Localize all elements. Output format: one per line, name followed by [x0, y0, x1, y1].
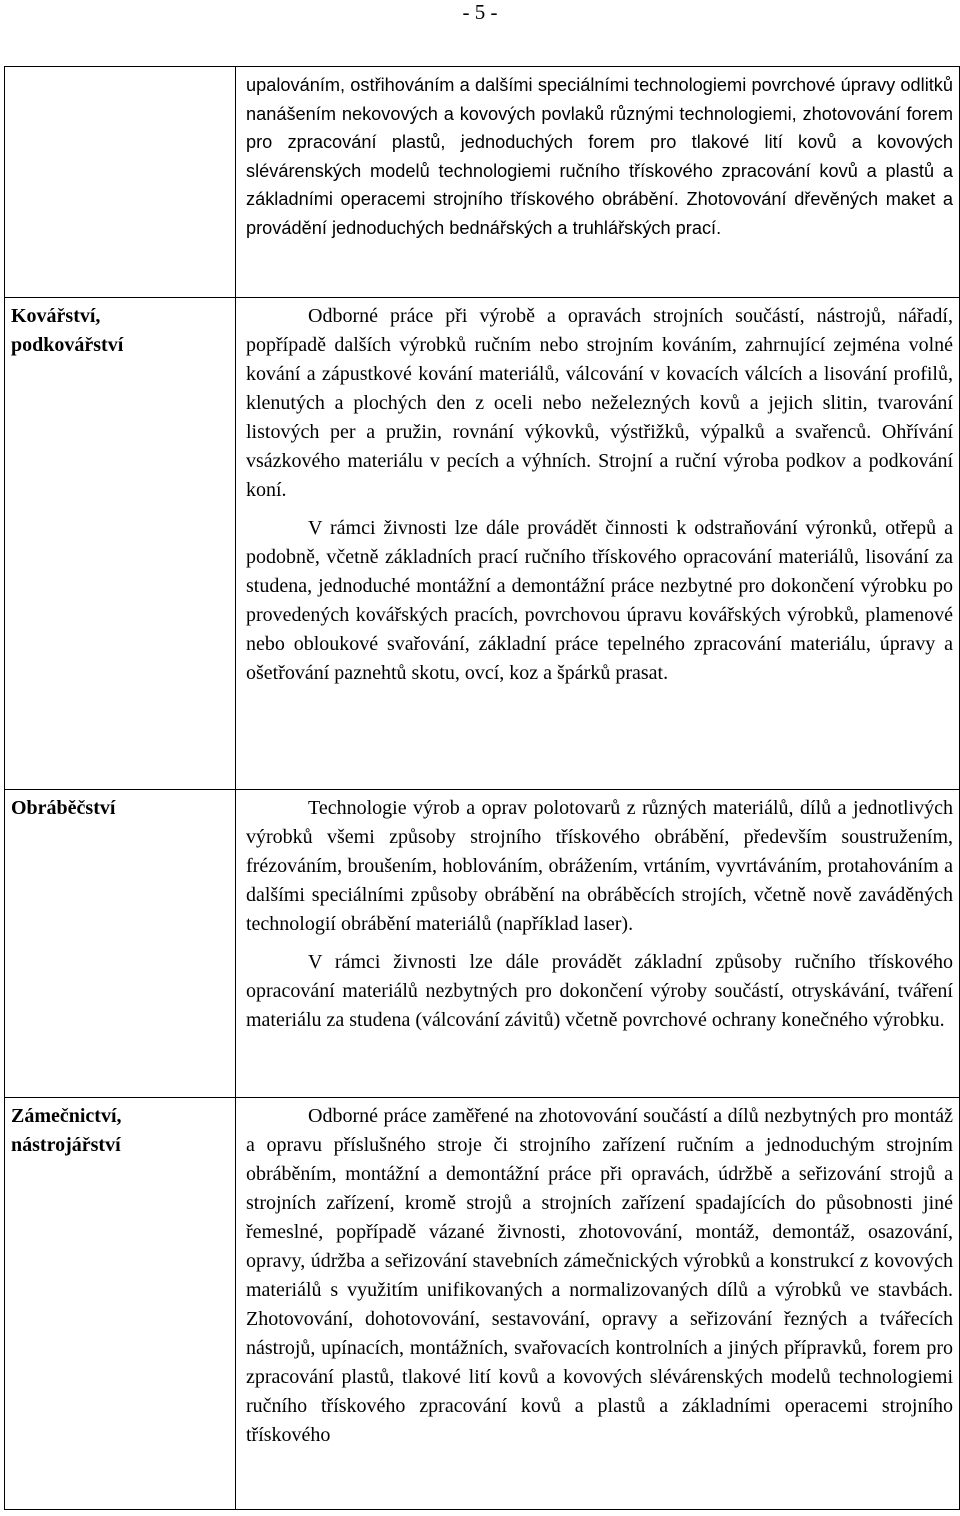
description-paragraph: Technologie výrob a oprav polotovarů z různých materiálů, dílů a jednotlivých výrobků všemi způsoby strojního třískového obrábění, především soustružením, frézováním, broušením, hoblováním, obrážením, vrtáním, vyvrtáváním, protahováním a dalšími speciálními způsoby obrábění na obráběcích strojích, včetně nově zaváděných technologií obrábění materiálů (například laser).: [246, 797, 953, 935]
trade-name-line: Obráběčství: [11, 797, 116, 819]
trade-description-cell: [236, 1098, 960, 1510]
trade-name-cell: [5, 790, 236, 1098]
trade-description-cell: [236, 67, 960, 298]
table-row-obrabecstvi: [5, 790, 960, 1098]
table-row-zamecnictvi: [5, 1098, 960, 1510]
trade-name: [5, 790, 235, 823]
trade-name-cell: [5, 298, 236, 790]
page-number: - 5 -: [462, 0, 498, 24]
description-paragraph: upalováním, ostřihováním a dalšími speciálními technologiemi povrchové úpravy odlitků nanášením nekovových a kovových povlaků různými technologiemi, zhotovování forem pro zpracování plastů, jednoduchých forem pro tlakové lití kovů a kovových slévárenských modelů technologiemi ručního třískového zpracování kovů a plastů a základními operacemi strojního třískového obrábění. Zhotovování dřevěných maket a provádění jednoduchých bednářských a truhlářských prací.: [246, 75, 953, 238]
trade-name-cell: [5, 1098, 236, 1510]
trade-name: [5, 298, 235, 360]
table-row-continuation: [5, 67, 960, 298]
trade-name-cell: [5, 67, 236, 298]
description-paragraph: V rámci živnosti lze dále provádět základní způsoby ručního třískového opracování materiálů nezbytných pro dokončení výroby součástí, otryskávání, tváření materiálu za studena (válcování závitů) včetně povrchové ochrany konečného výrobku.: [246, 951, 953, 1031]
trade-name-line: podkovářství: [11, 334, 124, 356]
description-paragraph: Odborné práce zaměřené na zhotovování součástí a dílů nezbytných pro montáž a opravu příslušného stroje či strojního zařízení ručním a jednoduchým strojním obráběním, montážní a demontážní práce při opravách, údržbě a seřizování strojů a strojních zařízení, kromě strojů a strojních zařízení spadajících do působnosti jiné řemeslné, popřípadě vázané živnosti, zhotovování, montáž, demontáž, osazování, opravy, údržba a seřizování stavebních zámečnických výrobků a konstrukcí z kovových materiálů s využitím unifikovaných a normalizovaných dílů a výrobků ve stavbách. Zhotovování, dohotovování, sestavování, opravy a seřizování řezných a tvářecích nástrojů, upínacích, montážních, svařovacích kontrolních a jiných přípravků, forem pro zpracování plastů, tlakové lití kovů a kovových slévárenských modelů technologiemi ručního třískového zpracování kovů a plastů a základními operacemi strojního třískového: [246, 1105, 953, 1446]
trade-name: [5, 1098, 235, 1160]
trade-name-line: nástrojářství: [11, 1134, 121, 1156]
trade-description-cell: [236, 790, 960, 1098]
trade-name-line: Kovářství,: [11, 305, 101, 327]
trade-description-cell: [236, 298, 960, 790]
trade-name-line: Zámečnictví,: [11, 1105, 122, 1127]
trades-table: [4, 66, 960, 1510]
description-paragraph: V rámci živnosti lze dále provádět činnosti k odstraňování výronků, otřepů a podobně, včetně základních prací ručního třískového opracování materiálů, lisování za studena, jednoduché montážní a demontážní práce nezbytné pro dokončení výrobku po provedených kovářských pracích, povrchovou úpravu kovářských výrobků, plamenové nebo obloukové svařování, základní práce tepelného zpracování materiálu, úpravy a ošetřování paznehtů skotu, ovcí, koz a špárků prasat.: [246, 517, 953, 684]
table-row-kovarstvi: [5, 298, 960, 790]
description-paragraph: Odborné práce při výrobě a opravách strojních součástí, nástrojů, nářadí, popřípadě dalších výrobků ručním nebo strojním kováním, zahrnující zejména volné kování a zápustkové kování materiálů, válcování v kovacích válcích a lisování profilů, klenutých a plochých den z oceli nebo neželezných kovů a jejich slitin, tvarování listových per a pružin, rovnání výkovků, výstřižků, výpalků a svařenců. Ohřívání vsázkového materiálu v pecích a výhních. Strojní a ruční výroba podkov a podkování koní.: [246, 305, 953, 501]
